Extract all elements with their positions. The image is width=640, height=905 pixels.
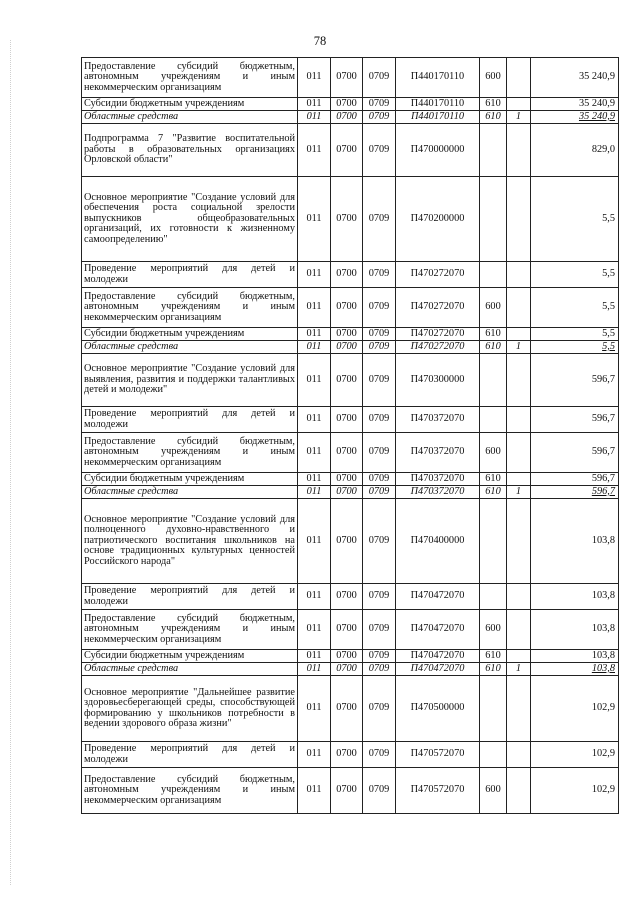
row-sum-cell: 35 240,9 bbox=[531, 111, 619, 124]
row-sum-cell: 596,7 bbox=[531, 354, 619, 407]
row-cs-cell: П470372070 bbox=[396, 486, 480, 499]
row-gr-cell: 011 bbox=[298, 584, 331, 610]
row-rz-cell: 0700 bbox=[331, 328, 363, 341]
row-pr-cell: 0709 bbox=[363, 288, 396, 328]
row-ks-cell bbox=[507, 499, 531, 584]
row-rz-cell: 0700 bbox=[331, 499, 363, 584]
row-cs-cell: П470272070 bbox=[396, 341, 480, 354]
row-sum-cell: 102,9 bbox=[531, 742, 619, 768]
row-pr-cell: 0709 bbox=[363, 486, 396, 499]
row-ks-cell bbox=[507, 354, 531, 407]
row-vr-cell bbox=[480, 124, 507, 177]
row-rz-cell: 0700 bbox=[331, 650, 363, 663]
row-vr-cell bbox=[480, 676, 507, 742]
row-name-cell: Основное мероприятие "Создание условий для полноценного духовно-нравственного и патриотического воспитания школьников на основе традиционных культурных ценностей Российского народа" bbox=[82, 499, 298, 584]
row-gr-cell: 011 bbox=[298, 111, 331, 124]
row-gr-cell: 011 bbox=[298, 124, 331, 177]
row-cs-cell: П470272070 bbox=[396, 262, 480, 288]
row-vr-cell: 610 bbox=[480, 98, 507, 111]
row-ks-cell: 1 bbox=[507, 486, 531, 499]
row-pr-cell: 0709 bbox=[363, 341, 396, 354]
row-ks-cell bbox=[507, 98, 531, 111]
row-cs-cell: П470372070 bbox=[396, 407, 480, 433]
row-pr-cell: 0709 bbox=[363, 663, 396, 676]
row-cs-cell: П470472070 bbox=[396, 610, 480, 650]
row-sum-cell: 103,8 bbox=[531, 610, 619, 650]
row-pr-cell: 0709 bbox=[363, 328, 396, 341]
row-name-cell: Субсидии бюджетным учреждениям bbox=[82, 473, 298, 486]
row-name-cell: Областные средства bbox=[82, 341, 298, 354]
row-vr-cell bbox=[480, 584, 507, 610]
row-cs-cell: П470300000 bbox=[396, 354, 480, 407]
row-ks-cell: 1 bbox=[507, 111, 531, 124]
row-rz-cell: 0700 bbox=[331, 177, 363, 262]
row-name-cell: Основное мероприятие "Дальнейшее развитие здоровьесберегающей среды, способствующей формированию у школьников потребности в ведении здорового образа жизни" bbox=[82, 676, 298, 742]
table-row bbox=[82, 262, 619, 288]
row-vr-cell: 610 bbox=[480, 486, 507, 499]
row-gr-cell: 011 bbox=[298, 768, 331, 814]
row-gr-cell: 011 bbox=[298, 473, 331, 486]
row-gr-cell: 011 bbox=[298, 742, 331, 768]
row-ks-cell bbox=[507, 742, 531, 768]
row-rz-cell: 0700 bbox=[331, 288, 363, 328]
row-ks-cell bbox=[507, 328, 531, 341]
budget-table bbox=[81, 57, 619, 814]
row-cs-cell: П440170110 bbox=[396, 111, 480, 124]
row-name-cell: Проведение мероприятий для детей и молодежи bbox=[82, 407, 298, 433]
row-rz-cell: 0700 bbox=[331, 584, 363, 610]
table-row bbox=[82, 98, 619, 111]
row-vr-cell: 600 bbox=[480, 610, 507, 650]
row-name-cell: Проведение мероприятий для детей и молодежи bbox=[82, 262, 298, 288]
row-vr-cell: 610 bbox=[480, 663, 507, 676]
row-ks-cell bbox=[507, 262, 531, 288]
row-vr-cell: 610 bbox=[480, 111, 507, 124]
table-row bbox=[82, 584, 619, 610]
row-rz-cell: 0700 bbox=[331, 676, 363, 742]
row-pr-cell: 0709 bbox=[363, 768, 396, 814]
table-row bbox=[82, 610, 619, 650]
row-gr-cell: 011 bbox=[298, 341, 331, 354]
row-sum-cell: 102,9 bbox=[531, 768, 619, 814]
row-sum-cell: 35 240,9 bbox=[531, 98, 619, 111]
row-name-cell: Областные средства bbox=[82, 663, 298, 676]
row-pr-cell: 0709 bbox=[363, 584, 396, 610]
row-pr-cell: 0709 bbox=[363, 98, 396, 111]
row-sum-cell: 5,5 bbox=[531, 341, 619, 354]
row-pr-cell: 0709 bbox=[363, 124, 396, 177]
row-cs-cell: П470372070 bbox=[396, 433, 480, 473]
table-row bbox=[82, 124, 619, 177]
row-sum-cell: 5,5 bbox=[531, 262, 619, 288]
row-name-cell: Областные средства bbox=[82, 111, 298, 124]
row-sum-cell: 5,5 bbox=[531, 328, 619, 341]
row-rz-cell: 0700 bbox=[331, 124, 363, 177]
row-rz-cell: 0700 bbox=[331, 407, 363, 433]
row-name-cell: Предоставление субсидий бюджетным, автономным учреждениям и иным некоммерческим организациям bbox=[82, 768, 298, 814]
row-pr-cell: 0709 bbox=[363, 407, 396, 433]
table-row bbox=[82, 177, 619, 262]
row-gr-cell: 011 bbox=[298, 486, 331, 499]
row-ks-cell bbox=[507, 650, 531, 663]
row-vr-cell bbox=[480, 177, 507, 262]
row-rz-cell: 0700 bbox=[331, 341, 363, 354]
table-row bbox=[82, 663, 619, 676]
row-gr-cell: 011 bbox=[298, 499, 331, 584]
row-sum-cell: 103,8 bbox=[531, 663, 619, 676]
row-gr-cell: 011 bbox=[298, 98, 331, 111]
row-vr-cell bbox=[480, 499, 507, 584]
row-sum-cell: 102,9 bbox=[531, 676, 619, 742]
row-name-cell: Подпрограмма 7 "Развитие воспитательной работы в образовательных организациях Орловской области" bbox=[82, 124, 298, 177]
row-sum-cell: 103,8 bbox=[531, 499, 619, 584]
row-pr-cell: 0709 bbox=[363, 354, 396, 407]
row-ks-cell bbox=[507, 768, 531, 814]
table-row bbox=[82, 742, 619, 768]
row-rz-cell: 0700 bbox=[331, 262, 363, 288]
row-rz-cell: 0700 bbox=[331, 111, 363, 124]
row-pr-cell: 0709 bbox=[363, 433, 396, 473]
row-vr-cell: 600 bbox=[480, 58, 507, 98]
row-cs-cell: П470400000 bbox=[396, 499, 480, 584]
row-gr-cell: 011 bbox=[298, 433, 331, 473]
row-name-cell: Основное мероприятие "Создание условий для выявления, развития и поддержки талантливых детей и молодежи" bbox=[82, 354, 298, 407]
row-ks-cell: 1 bbox=[507, 663, 531, 676]
row-gr-cell: 011 bbox=[298, 58, 331, 98]
row-gr-cell: 011 bbox=[298, 407, 331, 433]
row-sum-cell: 829,0 bbox=[531, 124, 619, 177]
row-cs-cell: П470472070 bbox=[396, 650, 480, 663]
row-vr-cell: 600 bbox=[480, 288, 507, 328]
table-row bbox=[82, 58, 619, 98]
row-gr-cell: 011 bbox=[298, 663, 331, 676]
row-name-cell: Субсидии бюджетным учреждениям bbox=[82, 328, 298, 341]
row-name-cell: Субсидии бюджетным учреждениям bbox=[82, 98, 298, 111]
table-row bbox=[82, 341, 619, 354]
row-ks-cell bbox=[507, 288, 531, 328]
row-name-cell: Предоставление субсидий бюджетным, автономным учреждениям и иным некоммерческим организациям bbox=[82, 58, 298, 98]
row-pr-cell: 0709 bbox=[363, 610, 396, 650]
table-row bbox=[82, 676, 619, 742]
row-gr-cell: 011 bbox=[298, 610, 331, 650]
row-sum-cell: 103,8 bbox=[531, 650, 619, 663]
row-gr-cell: 011 bbox=[298, 262, 331, 288]
row-pr-cell: 0709 bbox=[363, 742, 396, 768]
row-ks-cell bbox=[507, 177, 531, 262]
row-ks-cell bbox=[507, 58, 531, 98]
row-rz-cell: 0700 bbox=[331, 663, 363, 676]
row-pr-cell: 0709 bbox=[363, 473, 396, 486]
row-cs-cell: П470500000 bbox=[396, 676, 480, 742]
row-name-cell: Основное мероприятие "Создание условий для обеспечения роста социальной зрелости выпускников общеобразовательных организаций, их готовности к жизненному самоопределению" bbox=[82, 177, 298, 262]
budget-table-body bbox=[82, 58, 619, 814]
row-pr-cell: 0709 bbox=[363, 58, 396, 98]
row-rz-cell: 0700 bbox=[331, 742, 363, 768]
row-ks-cell bbox=[507, 407, 531, 433]
row-pr-cell: 0709 bbox=[363, 499, 396, 584]
row-name-cell: Проведение мероприятий для детей и молодежи bbox=[82, 742, 298, 768]
row-cs-cell: П470472070 bbox=[396, 663, 480, 676]
row-vr-cell: 610 bbox=[480, 328, 507, 341]
row-vr-cell bbox=[480, 742, 507, 768]
row-cs-cell: П440170110 bbox=[396, 58, 480, 98]
table-row bbox=[82, 499, 619, 584]
row-pr-cell: 0709 bbox=[363, 676, 396, 742]
row-gr-cell: 011 bbox=[298, 177, 331, 262]
row-rz-cell: 0700 bbox=[331, 433, 363, 473]
row-cs-cell: П470372070 bbox=[396, 473, 480, 486]
row-gr-cell: 011 bbox=[298, 676, 331, 742]
row-name-cell: Проведение мероприятий для детей и молодежи bbox=[82, 584, 298, 610]
row-vr-cell: 610 bbox=[480, 341, 507, 354]
row-ks-cell bbox=[507, 473, 531, 486]
row-name-cell: Предоставление субсидий бюджетным, автономным учреждениям и иным некоммерческим организациям bbox=[82, 433, 298, 473]
scan-margin-line bbox=[10, 40, 11, 885]
row-ks-cell: 1 bbox=[507, 341, 531, 354]
row-rz-cell: 0700 bbox=[331, 768, 363, 814]
row-cs-cell: П470472070 bbox=[396, 584, 480, 610]
row-cs-cell: П470272070 bbox=[396, 288, 480, 328]
table-row bbox=[82, 768, 619, 814]
row-cs-cell: П470000000 bbox=[396, 124, 480, 177]
table-row bbox=[82, 407, 619, 433]
row-name-cell: Предоставление субсидий бюджетным, автономным учреждениям и иным некоммерческим организациям bbox=[82, 610, 298, 650]
row-ks-cell bbox=[507, 124, 531, 177]
row-pr-cell: 0709 bbox=[363, 650, 396, 663]
row-sum-cell: 596,7 bbox=[531, 407, 619, 433]
row-cs-cell: П470572070 bbox=[396, 742, 480, 768]
row-name-cell: Областные средства bbox=[82, 486, 298, 499]
row-ks-cell bbox=[507, 584, 531, 610]
row-rz-cell: 0700 bbox=[331, 58, 363, 98]
row-vr-cell: 610 bbox=[480, 650, 507, 663]
row-ks-cell bbox=[507, 433, 531, 473]
row-vr-cell bbox=[480, 354, 507, 407]
row-rz-cell: 0700 bbox=[331, 473, 363, 486]
page-number: 78 bbox=[313, 34, 327, 48]
row-ks-cell bbox=[507, 610, 531, 650]
table-row bbox=[82, 486, 619, 499]
row-pr-cell: 0709 bbox=[363, 177, 396, 262]
row-vr-cell: 610 bbox=[480, 473, 507, 486]
row-rz-cell: 0700 bbox=[331, 610, 363, 650]
table-row bbox=[82, 111, 619, 124]
row-name-cell: Предоставление субсидий бюджетным, автономным учреждениям и иным некоммерческим организациям bbox=[82, 288, 298, 328]
row-pr-cell: 0709 bbox=[363, 262, 396, 288]
row-sum-cell: 35 240,9 bbox=[531, 58, 619, 98]
row-sum-cell: 596,7 bbox=[531, 433, 619, 473]
row-gr-cell: 011 bbox=[298, 328, 331, 341]
row-cs-cell: П470572070 bbox=[396, 768, 480, 814]
row-gr-cell: 011 bbox=[298, 650, 331, 663]
row-pr-cell: 0709 bbox=[363, 111, 396, 124]
row-vr-cell bbox=[480, 407, 507, 433]
table-row bbox=[82, 433, 619, 473]
row-vr-cell bbox=[480, 262, 507, 288]
table-row bbox=[82, 288, 619, 328]
row-rz-cell: 0700 bbox=[331, 486, 363, 499]
row-cs-cell: П470272070 bbox=[396, 328, 480, 341]
row-cs-cell: П470200000 bbox=[396, 177, 480, 262]
table-row bbox=[82, 650, 619, 663]
row-rz-cell: 0700 bbox=[331, 354, 363, 407]
row-vr-cell: 600 bbox=[480, 433, 507, 473]
row-sum-cell: 596,7 bbox=[531, 486, 619, 499]
row-gr-cell: 011 bbox=[298, 288, 331, 328]
table-row bbox=[82, 473, 619, 486]
row-sum-cell: 5,5 bbox=[531, 288, 619, 328]
row-vr-cell: 600 bbox=[480, 768, 507, 814]
row-gr-cell: 011 bbox=[298, 354, 331, 407]
row-sum-cell: 596,7 bbox=[531, 473, 619, 486]
row-sum-cell: 5,5 bbox=[531, 177, 619, 262]
row-rz-cell: 0700 bbox=[331, 98, 363, 111]
row-cs-cell: П440170110 bbox=[396, 98, 480, 111]
table-row bbox=[82, 328, 619, 341]
table-row bbox=[82, 354, 619, 407]
row-ks-cell bbox=[507, 676, 531, 742]
row-name-cell: Субсидии бюджетным учреждениям bbox=[82, 650, 298, 663]
row-sum-cell: 103,8 bbox=[531, 584, 619, 610]
